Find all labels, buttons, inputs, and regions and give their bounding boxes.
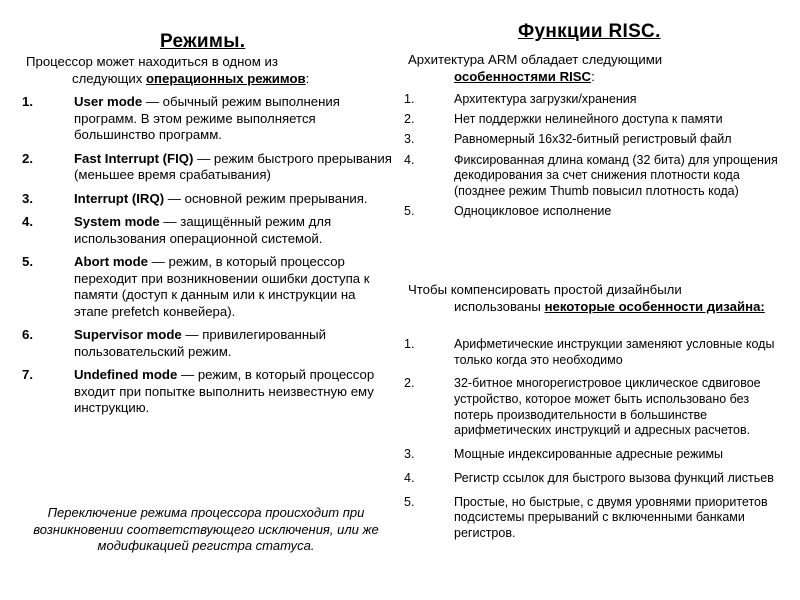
mode-number: 6. (22, 327, 33, 342)
mode-name: User mode (74, 94, 143, 109)
item-number: 5. (404, 494, 415, 509)
modes-intro-line2 (26, 71, 386, 88)
modes-title: Режимы. (160, 31, 246, 52)
mode-number: 7. (22, 367, 33, 382)
design-features-term: некоторые особенности дизайна: (544, 298, 765, 314)
mode-description: — режим, в который процессор переходит при возникновении ошибки доступа к памяти (доступ к данным или к инструкции на этапе prefetch конвейера). (74, 254, 370, 319)
list-item (404, 376, 788, 438)
mode-item (22, 367, 392, 417)
modes-intro-line1: Процессор может находиться в одном из (26, 54, 278, 69)
mode-description: — защищённый режим для использования операционной системой. (74, 214, 332, 246)
item-text: Нет поддержки нелинейного доступа к памяти (454, 112, 723, 127)
item-text: Регистр ссылок для быстрого вызова функций листьев (454, 470, 774, 485)
item-number: 3. (404, 132, 415, 147)
mode-item (22, 254, 392, 320)
risc-intro-line1: Архитектура ARM обладает следующими (408, 52, 663, 67)
mode-name: Fast Interrupt (FIQ) (74, 150, 194, 166)
mode-number: 1. (22, 94, 33, 109)
mode-name: Abort mode (74, 254, 148, 269)
design-intro-line2 (408, 299, 784, 316)
modes-intro-prefix: следующих (72, 70, 146, 86)
mode-name: System mode (74, 214, 160, 229)
mode-item (22, 214, 392, 247)
list-item (404, 92, 788, 108)
item-text: Фиксированная длина команд (32 бита) для упрощения декодирования за счет снижения плотности кода (позднее режим Thumb повысил плотность кода) (454, 152, 778, 198)
mode-description: — режим, в который процессор входит при попытке выполнить неизвестную ему инструкцию. (74, 367, 375, 415)
risc-features-term: особенностями RISC (454, 68, 592, 84)
modes-list (22, 94, 392, 424)
item-number: 1. (404, 92, 415, 106)
modes-intro (26, 54, 386, 87)
mode-number: 3. (22, 190, 33, 206)
list-item (404, 153, 788, 200)
risc-intro-suffix: : (591, 68, 595, 84)
item-number: 4. (404, 470, 415, 485)
mode-number: 2. (22, 150, 33, 166)
mode-description: — привилегированный пользовательский режим. (74, 327, 326, 359)
mode-switch-note: Переключение режима процессора происходит при возникновении соответствующего исключения, или же модификацией регистра статуса. (33, 505, 379, 553)
item-text: 32-битное многорегистровое циклическое сдвиговое устройство, которое может быть использовано без потерь производительности в большинстве арифметических инструкций и адресных расчетов. (454, 376, 761, 438)
list-item (404, 204, 788, 220)
mode-name: Undefined mode (74, 367, 178, 382)
operational-modes-term: операционных режимов (146, 70, 306, 86)
modes-intro-suffix: : (305, 70, 310, 86)
item-number: 1. (404, 337, 415, 351)
mode-number: 5. (22, 254, 33, 269)
mode-item (22, 327, 392, 360)
list-item (404, 132, 788, 148)
design-intro-line1: Чтобы компенсировать простой дизайнбыли (408, 282, 682, 297)
list-item (404, 495, 788, 542)
mode-name: Interrupt (IRQ) (74, 190, 165, 206)
list-item (404, 112, 788, 128)
design-intro (408, 282, 784, 315)
mode-description: — основной режим прерывания. (164, 190, 368, 206)
item-number: 2. (404, 376, 415, 391)
item-number: 4. (404, 152, 415, 167)
risc-intro (408, 52, 784, 85)
list-item (404, 471, 788, 487)
item-text: Архитектура загрузки/хранения (454, 92, 637, 106)
design-intro-prefix: использованы (454, 298, 545, 314)
risc-features-list (404, 92, 788, 224)
design-features-list (404, 337, 788, 549)
mode-item (22, 191, 392, 208)
list-item (404, 447, 788, 463)
mode-item (22, 94, 392, 144)
item-number: 5. (404, 203, 415, 218)
risc-title: Функции RISC. (518, 21, 661, 42)
item-text: Одноцикловое исполнение (454, 203, 612, 218)
list-item (404, 337, 788, 368)
item-text: Мощные индексированные адресные режимы (454, 446, 724, 461)
item-text: Равномерный 16x32-битный регистровый файл (454, 132, 732, 147)
item-text: Простые, но быстрые, с двумя уровнями приоритетов подсистемы прерываний с включенными банками регистров. (454, 494, 768, 540)
mode-number: 4. (22, 214, 33, 229)
mode-description: — обычный режим выполнения программ. В этом режиме выполняется большинство программ. (74, 94, 340, 142)
mode-name: Supervisor mode (74, 327, 182, 342)
risc-intro-line2 (408, 69, 784, 86)
item-number: 3. (404, 446, 415, 461)
item-number: 2. (404, 112, 415, 127)
item-text: Арифметические инструкции заменяют условные коды только когда это необходимо (454, 337, 775, 367)
mode-description: — режим быстрого прерывания (меньшее время срабатывания) (74, 150, 392, 182)
mode-item (22, 151, 392, 184)
